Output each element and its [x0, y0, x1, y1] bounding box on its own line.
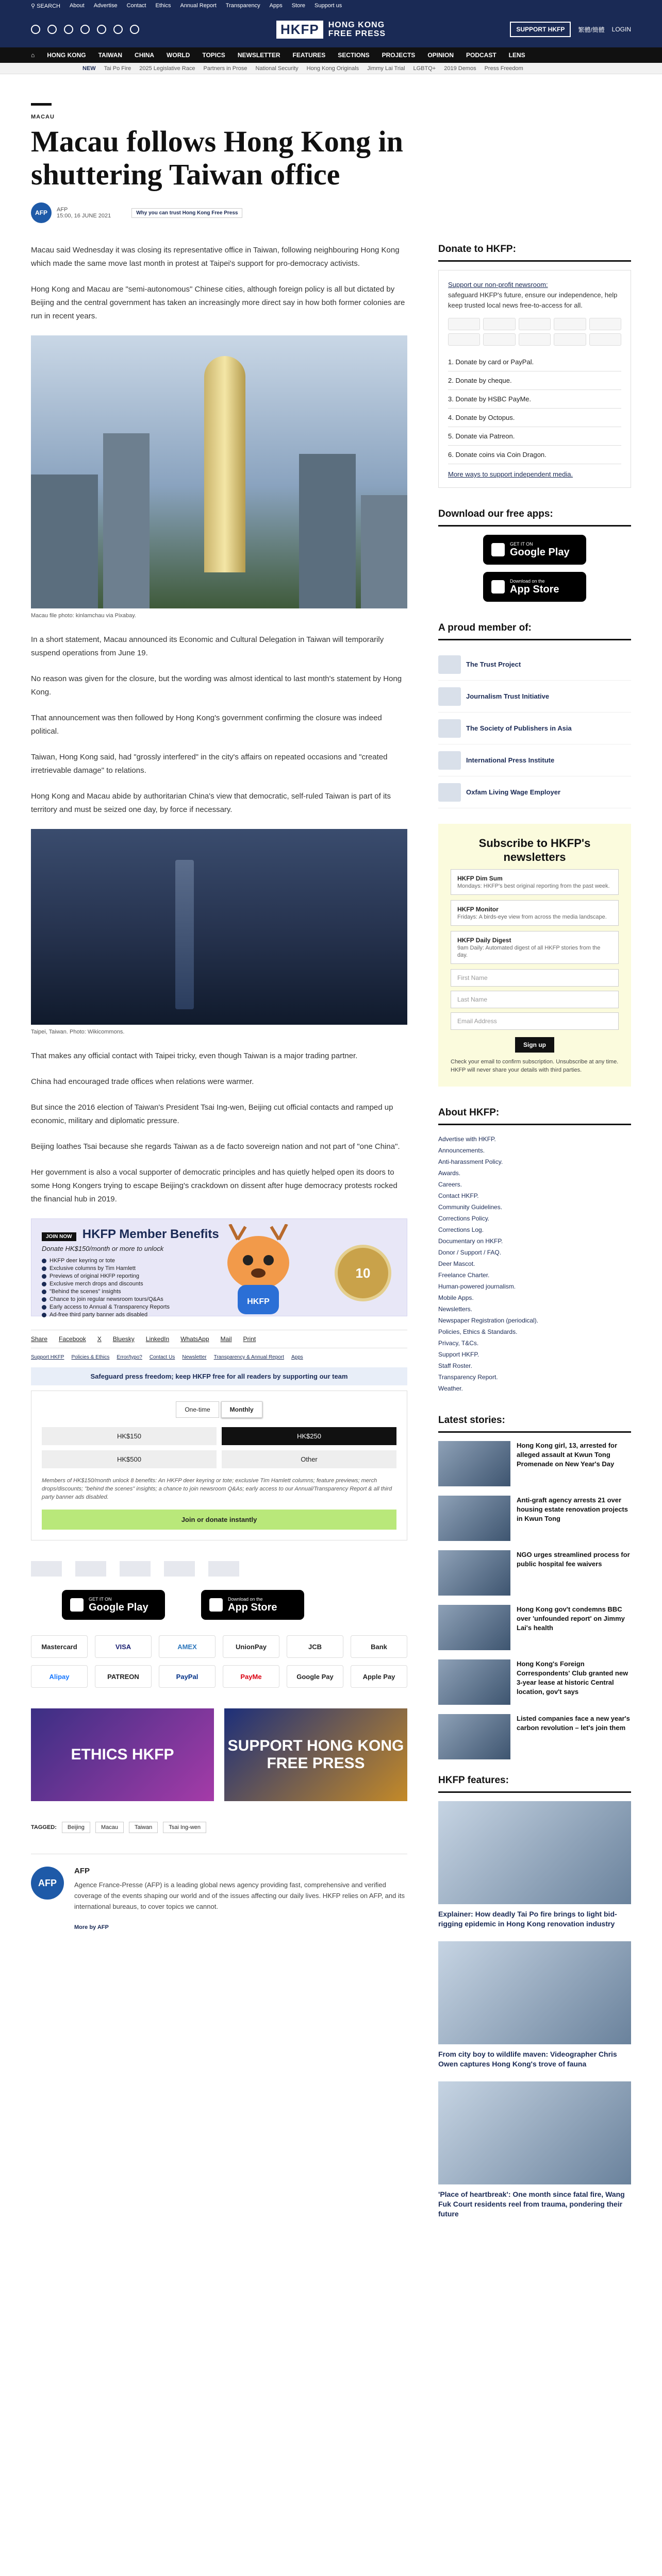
promo-subtitle: Donate HK$150/month or more to unlock	[42, 1245, 164, 1252]
article-title: Macau follows Hong Kong in shuttering Taiwan office	[31, 125, 403, 191]
about-link[interactable]: Corrections Policy.	[438, 1215, 490, 1222]
trust-project-logo[interactable]	[31, 1561, 62, 1577]
apps-heading: Download our free apps:	[438, 509, 631, 527]
about-link[interactable]: Donor / Support / FAQ.	[438, 1249, 502, 1256]
mastercard-icon[interactable]: Mastercard	[31, 1635, 88, 1658]
x-icon[interactable]	[47, 25, 57, 34]
latest-stories	[438, 1441, 631, 1759]
donate-box	[438, 270, 631, 488]
ipi-icon	[438, 751, 461, 770]
tag-list	[31, 1822, 407, 1833]
policy-links	[31, 1354, 407, 1360]
paragraph: Hong Kong and Macau abide by authoritarian China's view that democratic, self-ruled Taiwan is part of its territory and must be seized one day, by force if necessary.	[31, 792, 391, 814]
more-ways-link[interactable]: More ways to support independent media.	[448, 470, 573, 478]
donate-options	[448, 353, 621, 464]
policy-link[interactable]: Policies & Ethics	[71, 1354, 110, 1360]
paypal-icon[interactable]: PayPal	[159, 1665, 216, 1688]
topbar-apps[interactable]: Apps	[269, 3, 283, 9]
about-link[interactable]: Human-powered journalism.	[438, 1283, 516, 1290]
story-thumbnail	[438, 1605, 510, 1650]
ethics-banner[interactable]: ETHICS HKFP	[31, 1708, 214, 1801]
last-name-field[interactable]: Last Name	[451, 991, 619, 1008]
author-box-name[interactable]: AFP	[74, 1867, 90, 1875]
topbar-store[interactable]: Store	[291, 3, 306, 9]
title-rule	[31, 103, 52, 106]
about-link[interactable]: Mobile Apps.	[438, 1294, 474, 1301]
taipei-photo	[31, 829, 407, 1025]
sopa-icon	[438, 719, 461, 738]
paragraph: That announcement was then followed by Hong Kong's government confirming the closure was indeed political.	[31, 714, 382, 736]
member-logo[interactable]: The Trust Project	[438, 649, 631, 681]
policy-link[interactable]: Contact Us	[149, 1354, 175, 1360]
about-link[interactable]: Deer Mascot.	[438, 1260, 475, 1267]
promo-banners	[31, 1708, 407, 1801]
benefit-item: "Behind the scenes" insights	[42, 1289, 396, 1295]
ipi-logo[interactable]	[164, 1561, 195, 1577]
amount-option-selected[interactable]: HK$250	[222, 1427, 396, 1445]
policy-link[interactable]: Newsletter	[182, 1354, 207, 1360]
visa-icon[interactable]: VISA	[95, 1635, 152, 1658]
logo-mark: HKFP	[276, 21, 323, 39]
donate-option[interactable]: 4. Donate by Octopus.	[448, 409, 621, 427]
nav-world[interactable]: WORLD	[167, 52, 190, 59]
latest-story[interactable]: Anti-graft agency arrests 21 over housing estate renovation projects in Kwun Tong	[438, 1496, 631, 1541]
about-link[interactable]: Advertise with HKFP.	[438, 1136, 496, 1143]
nav-newsletter[interactable]: NEWSLETTER	[237, 52, 280, 59]
paragraph: But since the 2016 election of Taiwan's President Tsai Ing-wen, Beijing cut official contacts and ramped up economic, military and diplomatic pressure.	[31, 1103, 393, 1125]
card-icon	[554, 333, 586, 346]
story-thumbnail	[438, 1659, 510, 1705]
macau-photo	[31, 335, 407, 608]
benefit-item: Chance to join regular newsroom tours/Q&As	[42, 1296, 396, 1302]
bullet-icon	[42, 1274, 46, 1279]
oxfam-logo[interactable]	[208, 1561, 239, 1577]
share-label: Share	[31, 1335, 48, 1343]
share-whatsapp[interactable]: WhatsApp	[180, 1335, 209, 1343]
lisboa-tower-shape	[204, 356, 245, 572]
nonprofit-link[interactable]: Support our non-profit newsroom:	[448, 281, 548, 289]
about-link[interactable]: Careers.	[438, 1181, 462, 1188]
amount-options	[42, 1427, 396, 1468]
card-icon	[448, 318, 480, 330]
share-mail[interactable]: Mail	[220, 1335, 232, 1343]
bullet-icon	[42, 1313, 46, 1317]
member-heading: A proud member of:	[438, 622, 631, 640]
card-icon	[448, 333, 480, 346]
feature-title[interactable]: From city boy to wildlife maven: Videographer Chris Owen captures Hong Kong's trove of fauna	[438, 2050, 617, 2068]
paragraph: Beijing loathes Tsai because she regards Taiwan as a de facto sovereign nation and not part of "one China".	[31, 1142, 400, 1151]
donate-option[interactable]: 1. Donate by card or PayPal.	[448, 353, 621, 371]
nav-podcast[interactable]: PODCAST	[466, 52, 496, 59]
youtube-icon[interactable]	[97, 25, 106, 34]
about-heading: About HKFP:	[438, 1107, 631, 1125]
email-field[interactable]: Email Address	[451, 1012, 619, 1030]
safeguard-banner[interactable]: Safeguard press freedom; keep HKFP free for all readers by supporting our team	[31, 1367, 407, 1385]
taipei-101-shape	[175, 860, 194, 1009]
topbar-advertise[interactable]: Advertise	[93, 3, 118, 9]
author-bio: Agence France-Presse (AFP) is a leading global news agency providing fast, comprehensive and verified coverage of the events shaping our world and of the issues affecting our daily lives. HKFP relies on AFP, and its international bureaus, to cover topics we cannot.	[74, 1881, 405, 1910]
benefit-item: Early access to Annual & Transparency Reports	[42, 1304, 396, 1310]
topbar-annual-report[interactable]: Annual Report	[180, 3, 217, 9]
author-avatar[interactable]: AFP	[31, 1867, 64, 1900]
policy-link[interactable]: Error/typo?	[117, 1354, 142, 1360]
login-link[interactable]: LOGIN	[611, 26, 632, 33]
latest-heading: Latest stories:	[438, 1415, 631, 1433]
card-icon	[554, 318, 586, 330]
about-link[interactable]: Contact HKFP.	[438, 1192, 479, 1199]
paragraph: That makes any official contact with Taipei tricky, even though Taiwan is a major trading partner.	[31, 1052, 358, 1060]
paragraph: Her government is also a vocal supporter of democratic principles and has quietly helped open its doors to some Hong Kongers trying to escape Beijing's crackdown on dissent after huge democracy protests rocked the financial hub in 2019.	[31, 1168, 398, 1204]
share-bluesky[interactable]: Bluesky	[112, 1335, 135, 1343]
about-link[interactable]: Freelance Charter.	[438, 1272, 490, 1279]
author-name[interactable]: AFP	[57, 207, 68, 213]
join-now-tag[interactable]: JOIN NOW	[42, 1232, 76, 1241]
bluesky-icon[interactable]	[113, 25, 123, 34]
building-shape	[31, 474, 98, 608]
about-link[interactable]: Community Guidelines.	[438, 1204, 503, 1211]
feature-stories	[438, 1801, 631, 2219]
trending-item[interactable]: Jimmy Lai Trial	[367, 65, 405, 72]
main-nav	[0, 47, 662, 63]
tag[interactable]: Tsai Ing-wen	[163, 1822, 206, 1833]
photo-caption: Taipei, Taiwan. Photo: Wikicommons.	[31, 1029, 125, 1035]
photo-caption: Macau file photo: kinlamchau via Pixabay.	[31, 613, 137, 619]
donate-widget	[31, 1391, 407, 1540]
language-switch[interactable]: 繁體/簡體	[578, 26, 605, 33]
card-icon	[589, 333, 621, 346]
nav-opinion[interactable]: OPINION	[427, 52, 454, 59]
paragraph: No reason was given for the closure, but the wording was almost identical to last month's statement by Hong Kong.	[31, 674, 402, 697]
apple-icon	[209, 1598, 223, 1612]
payment-methods	[31, 1635, 407, 1688]
bullet-icon	[42, 1266, 46, 1271]
share-bar	[31, 1330, 407, 1348]
google-play-icon	[491, 543, 505, 556]
topbar-transparency[interactable]: Transparency	[225, 3, 260, 9]
donate-heading: Donate to HKFP:	[438, 244, 631, 262]
sopa-logo[interactable]	[120, 1561, 151, 1577]
tag[interactable]: Beijing	[62, 1822, 90, 1833]
about-link[interactable]: Staff Roster.	[438, 1362, 472, 1369]
top-utility-bar	[0, 0, 662, 11]
instagram-icon[interactable]	[64, 25, 73, 34]
about-link[interactable]: Corrections Log.	[438, 1226, 484, 1233]
about-link[interactable]: Announcements.	[438, 1147, 485, 1154]
paragraph: Taiwan, Hong Kong said, had "grossly interfered" in the city's affairs on repeated occasions and "created irretrievable damage" to relations.	[31, 753, 388, 775]
about-link[interactable]: Anti-harassment Policy.	[438, 1158, 503, 1165]
unionpay-icon[interactable]: UnionPay	[223, 1635, 279, 1658]
google-play-icon	[70, 1598, 84, 1612]
nav-sections[interactable]: SECTIONS	[338, 52, 370, 59]
about-link[interactable]: Documentary on HKFP.	[438, 1238, 503, 1245]
member-logo[interactable]: Oxfam Living Wage Employer	[438, 776, 631, 808]
story-thumbnail	[438, 1714, 510, 1759]
about-links	[438, 1133, 631, 1394]
bullet-icon	[42, 1259, 46, 1263]
google-play-button[interactable]: GET IT ON Google Play	[483, 535, 586, 565]
paragraph: In a short statement, Macau announced its Economic and Cultural Delegation in Taiwan will temporarily suspend operations from June 19.	[31, 635, 384, 657]
about-link[interactable]: Weather.	[438, 1385, 463, 1392]
donate-option[interactable]: 6. Donate coins via Coin Dragon.	[448, 446, 621, 464]
support-banner[interactable]: SUPPORT HONG KONG FREE PRESS	[224, 1708, 407, 1801]
latest-story[interactable]: NGO urges streamlined process for public hospital fee waivers	[438, 1550, 631, 1596]
member-logo[interactable]: Journalism Trust Initiative	[438, 681, 631, 713]
deer-mascot-icon	[202, 1224, 315, 1314]
byline	[31, 202, 631, 223]
latest-story[interactable]: Hong Kong gov't condemns BBC over 'unfounded report' on Jimmy Lai's health	[438, 1605, 631, 1650]
feature-title[interactable]: 'Place of heartbreak': One month since fatal fire, Wang Fuk Court residents reel from trauma, pondering their future	[438, 2190, 625, 2218]
story-thumbnail	[438, 1496, 510, 1541]
about-link[interactable]: Awards.	[438, 1170, 461, 1177]
card-logos	[448, 318, 621, 346]
feature-image[interactable]	[438, 1941, 631, 2044]
donate-option[interactable]: 2. Donate by cheque.	[448, 371, 621, 390]
trending-item[interactable]: Partners in Prose	[203, 65, 247, 72]
donate-option[interactable]: 3. Donate by HSBC PayMe.	[448, 390, 621, 409]
sign-up-button[interactable]: Sign up	[515, 1037, 554, 1053]
benefit-item: Ad-free third party banner ads disabled	[42, 1312, 396, 1318]
nav-home-icon[interactable]: ⌂	[31, 52, 35, 59]
nav-lens[interactable]: LENS	[508, 52, 525, 59]
author-box	[31, 1854, 407, 1930]
trending-label: NEW	[82, 65, 96, 72]
patreon-icon[interactable]: PATREON	[95, 1665, 152, 1688]
newsletter-title: Subscribe to HKFP's newsletters	[478, 837, 591, 863]
jti-icon	[438, 687, 461, 706]
latest-story[interactable]: Listed companies face a new year's carbon revolution – let's join them	[438, 1714, 631, 1759]
nav-topics[interactable]: TOPICS	[202, 52, 225, 59]
paragraph: Macau said Wednesday it was closing its representative office in Taiwan, following neighbouring Hong Kong which made the same move last month in protest at Taipei's support for pro-democracy activists.	[31, 246, 400, 268]
nav-projects[interactable]: PROJECTS	[382, 52, 416, 59]
support-hkfp-button[interactable]: SUPPORT HKFP	[510, 22, 571, 37]
bank-icon[interactable]: Bank	[351, 1635, 407, 1658]
nav-hong-kong[interactable]: HONG KONG	[47, 52, 86, 59]
story-thumbnail	[438, 1441, 510, 1486]
donate-option[interactable]: 5. Donate via Patreon.	[448, 427, 621, 446]
sidebar-apps	[438, 535, 631, 602]
article-category[interactable]: MACAU	[31, 114, 55, 120]
more-by-author-link[interactable]: More by AFP	[74, 1924, 109, 1930]
donate-description: safeguard HKFP's future, ensure our independence, help keep trusted local news free-to-access for all.	[448, 291, 618, 309]
oxfam-icon	[438, 783, 461, 802]
first-name-field[interactable]: First Name	[451, 969, 619, 987]
bullet-icon	[42, 1282, 46, 1286]
paragraph: Hong Kong and Macau are "semi-autonomous" Chinese cities, although foreign policy is all but dictated by Beijing and the central government has taken an increasingly more direct say in how both former colonies are run in recent years.	[31, 285, 405, 320]
apple-pay-icon[interactable]: Apple Pay	[351, 1665, 407, 1688]
journalism-trust-logo[interactable]	[75, 1561, 106, 1577]
freq-one-time[interactable]: One-time	[176, 1401, 219, 1418]
anniversary-badge: 10	[335, 1245, 391, 1301]
nav-features[interactable]: FEATURES	[292, 52, 326, 59]
about-link[interactable]: Transparency Report.	[438, 1374, 498, 1381]
amount-option[interactable]: HK$150	[42, 1427, 217, 1445]
member-benefits-promo[interactable]	[31, 1218, 407, 1316]
benefit-item: Exclusive merch drops and discounts	[42, 1281, 396, 1287]
benefit-item: Previews of original HKFP reporting	[42, 1273, 396, 1279]
amount-other[interactable]: Other	[222, 1450, 396, 1468]
card-icon	[483, 333, 515, 346]
policy-link[interactable]: Apps	[291, 1354, 303, 1360]
tag[interactable]: Taiwan	[129, 1822, 158, 1833]
site-header	[0, 11, 662, 47]
topbar-ethics[interactable]: Ethics	[155, 3, 171, 9]
card-icon	[519, 318, 551, 330]
sidebar	[438, 244, 631, 2231]
site-logo[interactable]	[276, 21, 386, 39]
member-logo[interactable]: The Society of Publishers in Asia	[438, 713, 631, 744]
threads-icon[interactable]	[80, 25, 90, 34]
bullet-icon	[42, 1290, 46, 1294]
svg-text:HKFP: HKFP	[247, 1297, 270, 1306]
bullet-icon	[42, 1305, 46, 1310]
bullet-icon	[42, 1297, 46, 1302]
social-icons	[31, 25, 276, 34]
freq-monthly[interactable]: Monthly	[221, 1401, 262, 1418]
card-icon	[483, 318, 515, 330]
card-icon	[589, 318, 621, 330]
frequency-toggle	[42, 1401, 396, 1418]
topbar-about[interactable]: About	[69, 3, 85, 9]
topbar-support[interactable]: Support us	[315, 3, 342, 9]
paragraph: China had encouraged trade offices when relations were warmer.	[31, 1077, 254, 1086]
alipay-icon[interactable]: Alipay	[31, 1665, 88, 1688]
newsletter-option[interactable]: HKFP Monitor Fridays: A birds-eye view from across the media landscape.	[451, 900, 619, 926]
linkedin-icon[interactable]	[130, 25, 139, 34]
card-icon	[519, 333, 551, 346]
app-store-button[interactable]: Download on the App Store	[201, 1590, 304, 1620]
jcb-icon[interactable]: JCB	[287, 1635, 343, 1658]
newsletter-option[interactable]: HKFP Daily Digest 9am Daily: Automated digest of all HKFP stories from the day.	[451, 931, 619, 964]
app-download-row	[31, 1590, 407, 1620]
about-link[interactable]: Newsletters.	[438, 1306, 473, 1313]
feature-image[interactable]	[438, 1801, 631, 1904]
member-logos	[438, 649, 631, 808]
trust-link[interactable]: Why you can trust Hong Kong Free Press	[131, 208, 242, 218]
trending-item[interactable]: LGBTQ+	[413, 65, 436, 72]
feature-title[interactable]: Explainer: How deadly Tai Po fire brings to light bid-rigging epidemic in Hong Kong renovation industry	[438, 1910, 617, 1928]
policy-link[interactable]: Support HKFP	[31, 1354, 64, 1360]
apple-icon	[491, 580, 505, 594]
article-body	[31, 244, 407, 2231]
building-shape	[299, 454, 356, 608]
story-thumbnail	[438, 1550, 510, 1596]
newsletter-option[interactable]: HKFP Dim Sum Mondays: HKFP's best original reporting from the past week.	[451, 869, 619, 895]
feature-image[interactable]	[438, 2081, 631, 2184]
publish-date: 15:00, 16 JUNE 2021	[57, 213, 111, 219]
topbar-contact[interactable]: Contact	[126, 3, 146, 9]
trending-item[interactable]: Hong Kong Originals	[306, 65, 359, 72]
google-pay-icon[interactable]: Google Pay	[287, 1665, 343, 1688]
tag[interactable]: Macau	[95, 1822, 124, 1833]
about-link[interactable]: Support HKFP.	[438, 1351, 479, 1358]
join-donate-button[interactable]: Join or donate instantly	[42, 1510, 396, 1530]
benefit-item: Exclusive columns by Tim Hamlett	[42, 1265, 396, 1272]
benefit-item: HKFP deer keyring or tote	[42, 1258, 396, 1264]
building-shape	[103, 433, 150, 608]
payme-icon[interactable]: PayMe	[223, 1665, 279, 1688]
nav-taiwan[interactable]: TAIWAN	[98, 52, 123, 59]
member-logo[interactable]: International Press Institute	[438, 744, 631, 776]
share-print[interactable]: Print	[243, 1335, 256, 1343]
nav-china[interactable]: CHINA	[135, 52, 155, 59]
author-avatar[interactable]: AFP	[31, 202, 52, 223]
amount-option[interactable]: HK$500	[42, 1450, 217, 1468]
latest-story[interactable]: Hong Kong's Foreign Correspondents' Club granted new 3-year lease at historic Central location, gov't says	[438, 1659, 631, 1705]
partner-logos-row	[31, 1561, 407, 1577]
latest-story[interactable]: Hong Kong girl, 13, arrested for alleged assault at Kwun Tong Promenade on New Year's Day	[438, 1441, 631, 1486]
about-link[interactable]: Newspaper Registration (periodical).	[438, 1317, 539, 1324]
search-link[interactable]: ⚲ SEARCH	[31, 3, 60, 9]
features-heading: HKFP features:	[438, 1775, 631, 1793]
tags-label: TAGGED:	[31, 1824, 57, 1831]
share-facebook[interactable]: Facebook	[59, 1335, 86, 1343]
logo-wordmark: HONG KONG FREE PRESS	[328, 21, 386, 38]
facebook-icon[interactable]	[31, 25, 40, 34]
share-linkedin[interactable]: LinkedIn	[145, 1335, 170, 1343]
policy-link[interactable]: Transparency & Annual Report	[213, 1354, 284, 1360]
trending-item[interactable]: National Security	[255, 65, 299, 72]
about-link[interactable]: Policies, Ethics & Standards.	[438, 1328, 518, 1335]
trending-item[interactable]: Tai Po Fire	[104, 65, 131, 72]
building-shape	[361, 495, 407, 608]
member-benefits-text: Members of HK$150/month unlock 8 benefits: An HKFP deer keyring or tote; exclusive Tim Hamlett columns; feature previews; merch drops/discounts; "behind the scenes" insights; a chance to join newsroom Q&As; early access to our Annual/Transparency Report & all third party banner ads disabled.	[42, 1478, 392, 1500]
google-play-button[interactable]: GET IT ON Google Play	[62, 1590, 165, 1620]
newsletter-signup	[438, 824, 631, 1087]
newsletter-note: Check your email to confirm subscription. Unsubscribe at any time. HKFP will never share your details with third parties.	[451, 1059, 619, 1073]
promo-title: HKFP Member Benefits	[82, 1227, 219, 1241]
trending-item[interactable]: Press Freedom	[484, 65, 523, 72]
share-x[interactable]: X	[97, 1335, 102, 1343]
app-store-button[interactable]: Download on the App Store	[483, 572, 586, 602]
trending-item[interactable]: 2025 Legislative Race	[139, 65, 195, 72]
about-link[interactable]: Privacy, T&Cs.	[438, 1340, 479, 1347]
trust-project-icon	[438, 655, 461, 674]
amex-icon[interactable]: AMEX	[159, 1635, 216, 1658]
trending-item[interactable]: 2019 Demos	[444, 65, 476, 72]
trending-bar	[0, 63, 662, 74]
